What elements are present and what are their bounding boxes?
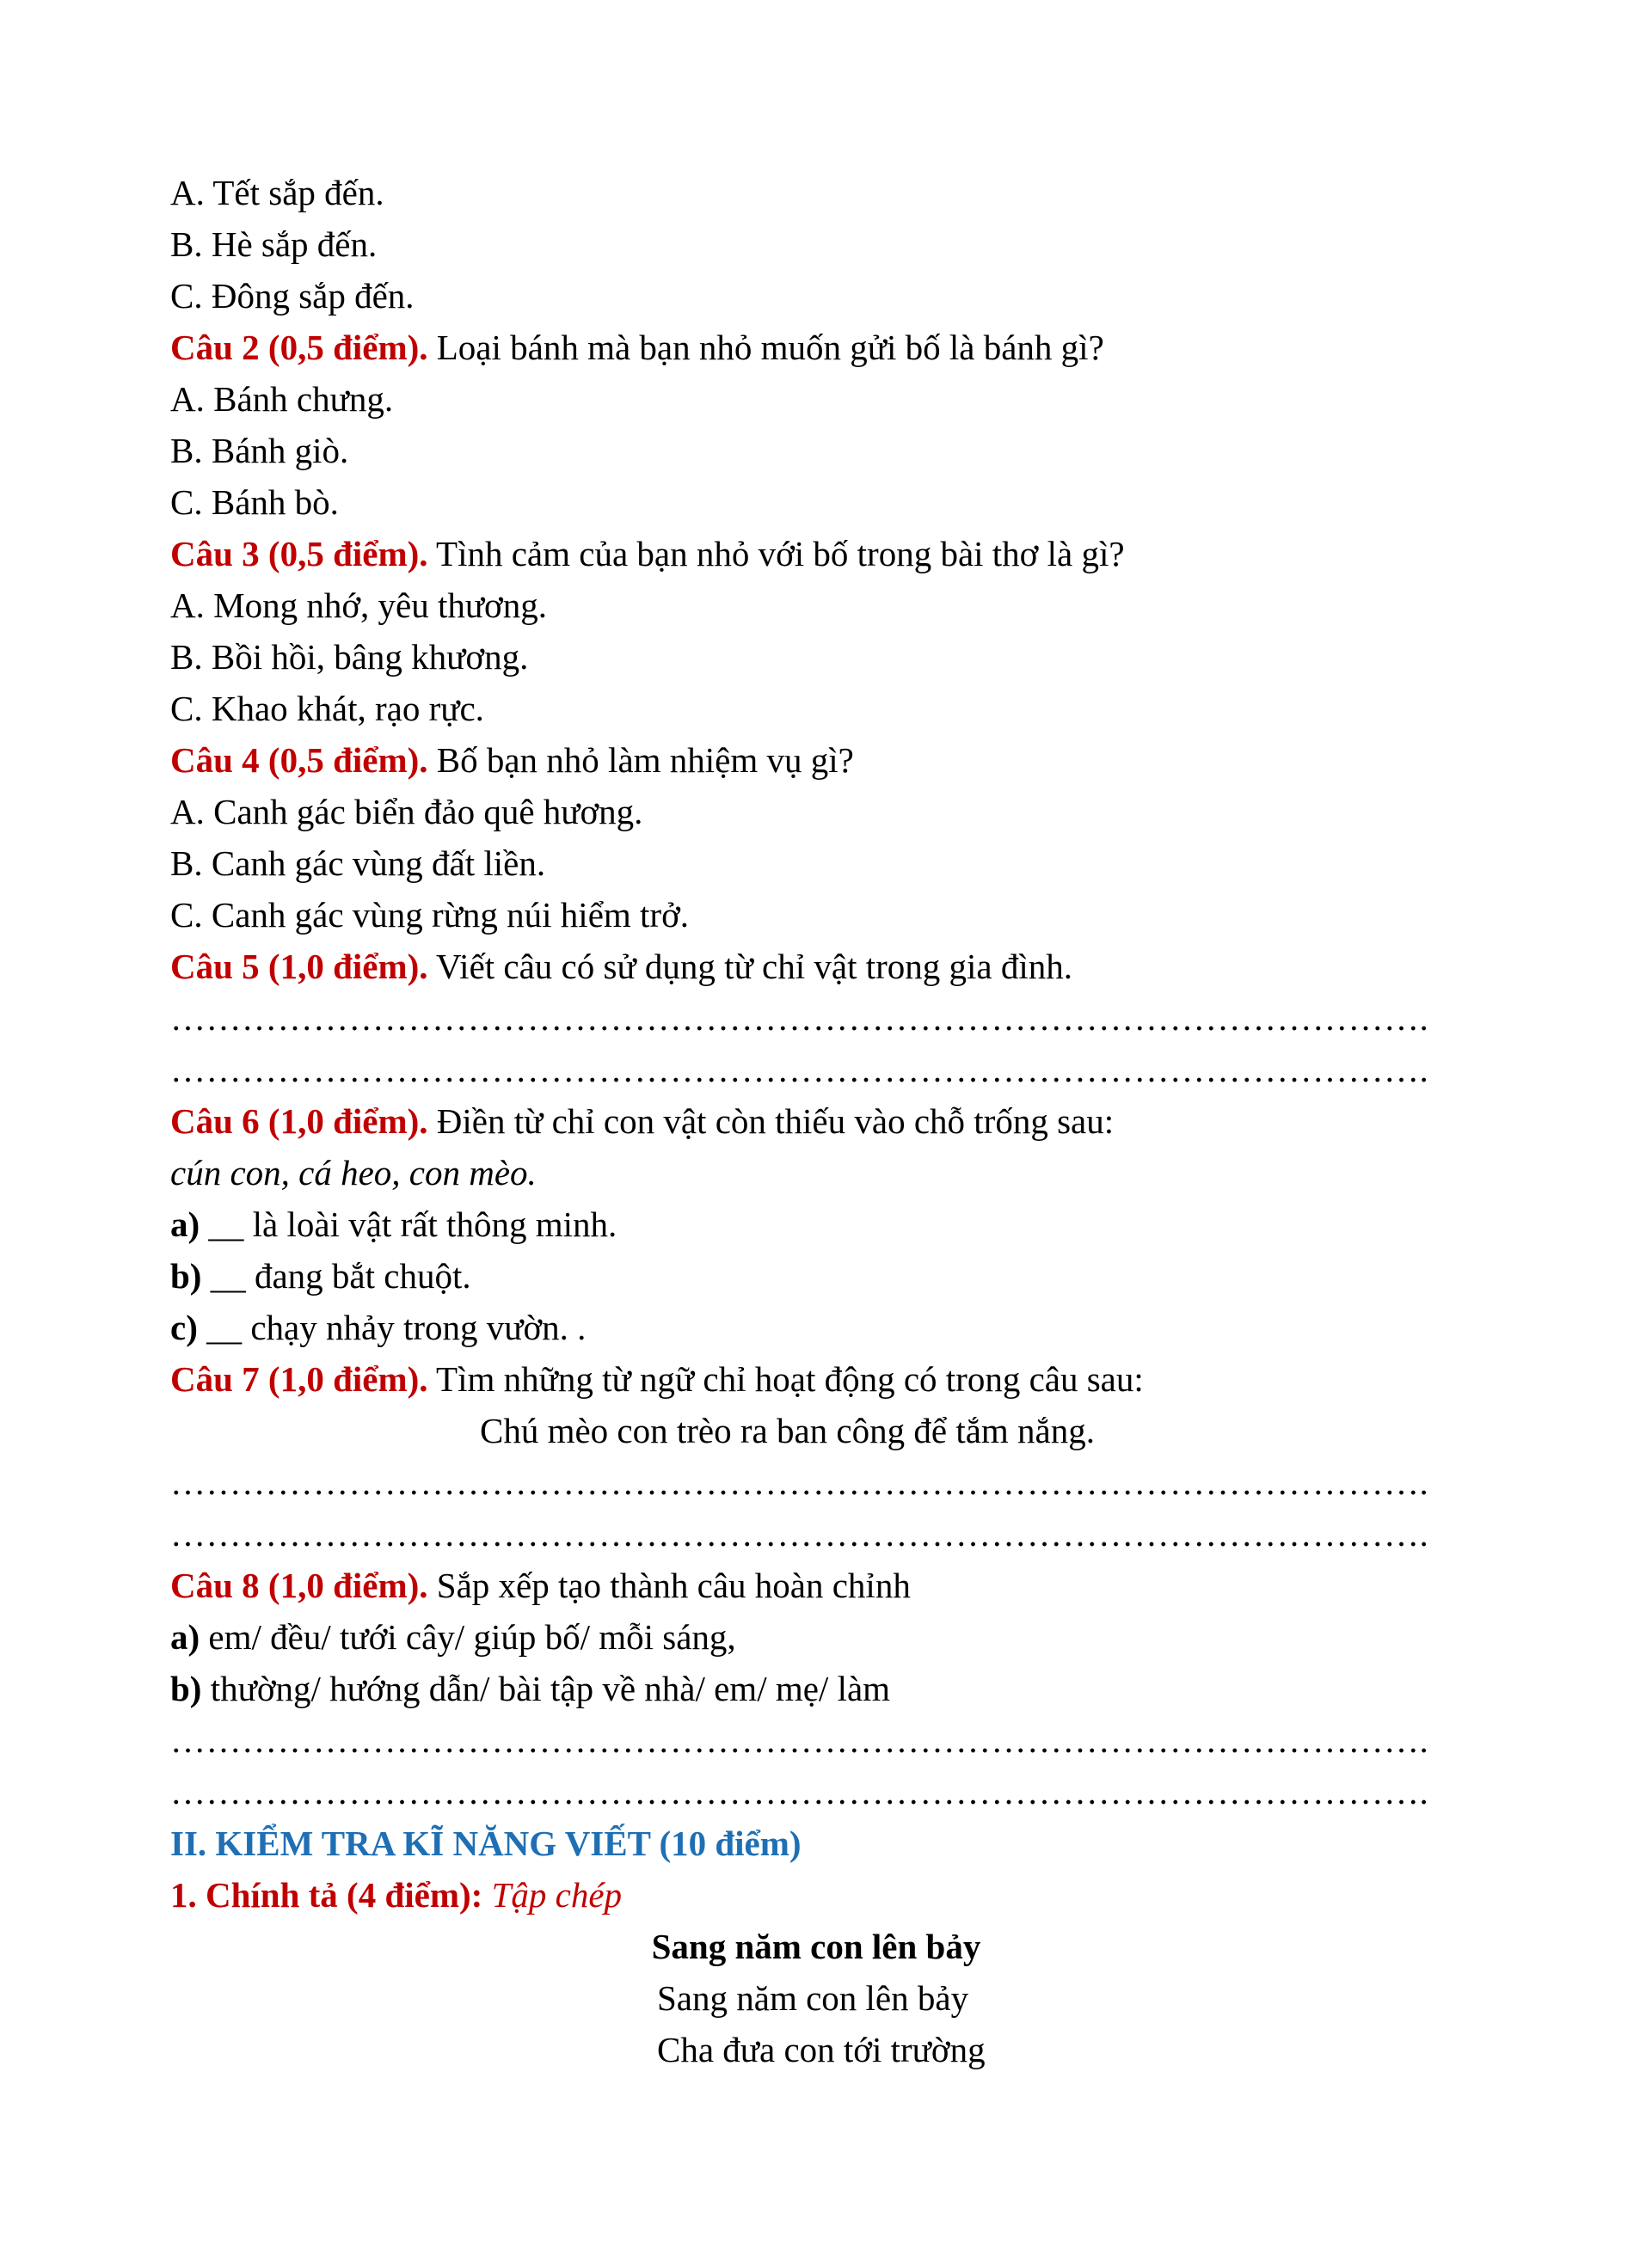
q2-option-a: A. Bánh chưng. (170, 379, 394, 419)
q8-item-a-text: em/ đều/ tưới cây/ giúp bố/ mỗi sáng, (200, 1617, 736, 1657)
question-7 (170, 1353, 1462, 1405)
question-5-label: Câu 5 (1,0 điểm). (170, 947, 428, 986)
q3-option-a: A. Mong nhớ, yêu thương. (170, 585, 547, 625)
question-6 (170, 1095, 1462, 1147)
answer-dotted-line: ……………………………………………………………………………………………. (170, 1462, 1429, 1502)
q4-option-a: A. Canh gác biển đảo quê hương. (170, 792, 643, 831)
q1-option-b: B. Hè sắp đến. (170, 224, 378, 264)
q8-item-a (170, 1611, 1462, 1663)
q8-item-a-tag: a) (170, 1617, 200, 1657)
question-4 (170, 734, 1462, 786)
q6-item-b (170, 1250, 1462, 1302)
question-8 (170, 1560, 1462, 1611)
question-3-label: Câu 3 (0,5 điểm). (170, 534, 428, 573)
q1-option-c: C. Đông sắp đến. (170, 276, 415, 316)
question-6-label: Câu 6 (1,0 điểm). (170, 1101, 428, 1141)
question-6-text: Điền từ chỉ con vật còn thiếu vào chỗ trống sau: (427, 1101, 1115, 1141)
q8-item-b-tag: b) (170, 1669, 202, 1708)
answer-dotted-line: ……………………………………………………………………………………………. (170, 1720, 1429, 1760)
answer-dotted-line: ……………………………………………………………………………………………. (170, 998, 1429, 1038)
question-7-sentence: Chú mèo con trèo ra ban công để tắm nắng. (480, 1411, 1095, 1450)
q8-item-b-text: thường/ hướng dẫn/ bài tập về nhà/ em/ mẹ/ làm (201, 1669, 891, 1708)
q6-item-c-tag: c) (170, 1308, 198, 1347)
question-3 (170, 528, 1462, 579)
section-2-heading: II. KIỂM TRA KĨ NĂNG VIẾT (10 điểm) (170, 1824, 802, 1863)
answer-dotted-line: ……………………………………………………………………………………………. (170, 1514, 1429, 1554)
poem-line: Sang năm con lên bảy (657, 1978, 969, 2018)
section-2-subheading (170, 1869, 1462, 1921)
dictation-type: Tập chép (482, 1875, 623, 1915)
poem-title: Sang năm con lên bảy (651, 1927, 981, 1966)
question-6-word-bank: cún con, cá heo, con mèo. (170, 1153, 537, 1192)
question-2-label: Câu 2 (0,5 điểm). (170, 328, 428, 367)
question-4-text: Bố bạn nhỏ làm nhiệm vụ gì? (427, 740, 854, 780)
q3-option-b: B. Bồi hồi, bâng khương. (170, 637, 529, 677)
q6-item-c (170, 1302, 1462, 1353)
q4-option-c: C. Canh gác vùng rừng núi hiểm trở. (170, 895, 690, 935)
dictation-label: 1. Chính tả (4 điểm): (170, 1875, 483, 1915)
question-7-text: Tìm những từ ngữ chỉ hoạt động có trong câu sau: (427, 1359, 1144, 1399)
question-8-label: Câu 8 (1,0 điểm). (170, 1566, 428, 1605)
question-5 (170, 941, 1462, 992)
q2-option-b: B. Bánh giò. (170, 431, 349, 470)
q6-item-c-text: __ chạy nhảy trong vườn. . (197, 1308, 587, 1347)
question-5-text: Viết câu có sử dụng từ chỉ vật trong gia đình. (427, 947, 1072, 986)
question-2 (170, 322, 1462, 373)
q2-option-c: C. Bánh bò. (170, 482, 339, 522)
question-7-label: Câu 7 (1,0 điểm). (170, 1359, 428, 1399)
question-8-text: Sắp xếp tạo thành câu hoàn chỉnh (427, 1566, 911, 1605)
answer-dotted-line: ……………………………………………………………………………………………. (170, 1772, 1429, 1811)
q8-item-b (170, 1663, 1462, 1714)
q1-option-a: A. Tết sắp đến. (170, 173, 384, 212)
q4-option-b: B. Canh gác vùng đất liền. (170, 843, 546, 883)
question-3-text: Tình cảm của bạn nhỏ với bố trong bài thơ là gì? (427, 534, 1125, 573)
q3-option-c: C. Khao khát, rạo rực. (170, 689, 484, 728)
q6-item-b-text: __ đang bắt chuột. (201, 1256, 471, 1296)
poem-line: Cha đưa con tới trường (657, 2030, 986, 2069)
q6-item-b-tag: b) (170, 1256, 202, 1296)
question-4-label: Câu 4 (0,5 điểm). (170, 740, 428, 780)
q6-item-a (170, 1198, 1462, 1250)
q6-item-a-text: __ là loài vật rất thông minh. (200, 1204, 617, 1244)
question-2-text: Loại bánh mà bạn nhỏ muốn gửi bố là bánh gì? (427, 328, 1104, 367)
q6-item-a-tag: a) (170, 1204, 200, 1244)
answer-dotted-line: ……………………………………………………………………………………………. (170, 1050, 1429, 1089)
